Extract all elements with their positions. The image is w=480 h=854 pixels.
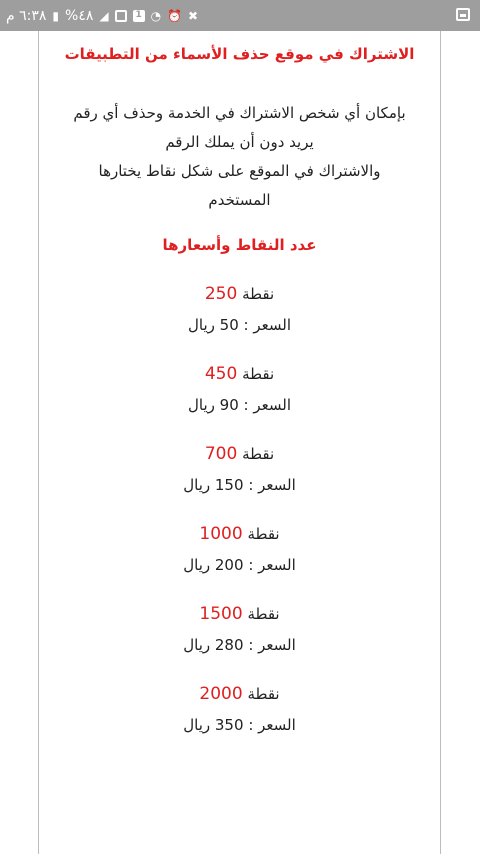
price-prefix: السعر : [243,316,291,334]
plan-points [49,601,430,627]
paragraph-line: يريد دون أن يملك الرقم [165,133,314,151]
signal-icon: ◢ [99,8,109,23]
paragraph-line: والاشتراك في الموقع على شكل نقاط يختارها [98,162,381,180]
price-currency: ريال [183,636,211,654]
price-currency: ريال [183,476,211,494]
gallery-icon[interactable] [456,8,470,21]
price-value: 50 [219,316,239,334]
plan-price [49,632,430,658]
plan-item [49,521,430,578]
price-prefix: السعر : [248,476,296,494]
price-prefix: السعر : [243,396,291,414]
description-paragraph [49,99,430,215]
price-prefix: السعر : [248,636,296,654]
alarm-icon: ⏰ [167,8,183,23]
plan-price [49,712,430,738]
plan-item [49,681,430,738]
status-bar [0,0,480,31]
page-title: الاشتراك في موقع حذف الأسماء من التطبيقات [64,45,415,63]
status-left-group [6,0,198,31]
paragraph-line: المستخدم [208,191,271,209]
paragraph-line: بإمكان أي شخص الاشتراك في الخدمة وحذف أي رقم [73,104,406,122]
points-word: نقطة [242,365,275,383]
plan-price [49,552,430,578]
plan-points [49,361,430,387]
price-currency: ريال [183,556,211,574]
price-prefix: السعر : [248,556,296,574]
points-value: 1500 [199,604,243,624]
price-value: 150 [214,476,244,494]
section-title: عدد النقاط وأسعارها [162,236,317,254]
points-value: 450 [204,364,238,384]
plan-item [49,601,430,658]
plans-list [49,281,430,738]
plan-item [49,361,430,418]
points-value: 250 [204,284,238,304]
page-container [38,31,441,854]
points-word: نقطة [247,525,280,543]
battery-percent: %٤٨ [65,7,94,24]
mute-icon: ✖ [188,8,199,23]
points-value: 700 [204,444,238,464]
price-value: 200 [214,556,244,574]
points-value: 2000 [199,684,243,704]
price-currency: ريال [187,396,215,414]
plan-points [49,681,430,707]
plan-item [49,281,430,338]
plan-item [49,441,430,498]
points-word: نقطة [247,605,280,623]
points-word: نقطة [242,285,275,303]
status-time: ٦:٣٨ م [6,7,47,24]
plan-points [49,521,430,547]
price-value: 280 [214,636,244,654]
plan-price [49,312,430,338]
wifi-icon: ◔ [150,8,162,23]
sim-icon [115,10,127,22]
plan-price [49,392,430,418]
plan-price [49,472,430,498]
plan-points [49,441,430,467]
notification-icon: 1 [133,10,145,22]
price-value: 350 [214,716,244,734]
price-prefix: السعر : [248,716,296,734]
plan-points [49,281,430,307]
status-right-group [456,8,470,21]
price-value: 90 [219,396,239,414]
price-currency: ريال [183,716,211,734]
content [39,31,440,738]
battery-icon: ▮ [52,8,60,23]
price-currency: ريال [187,316,215,334]
points-word: نقطة [247,685,280,703]
points-value: 1000 [199,524,243,544]
points-word: نقطة [242,445,275,463]
